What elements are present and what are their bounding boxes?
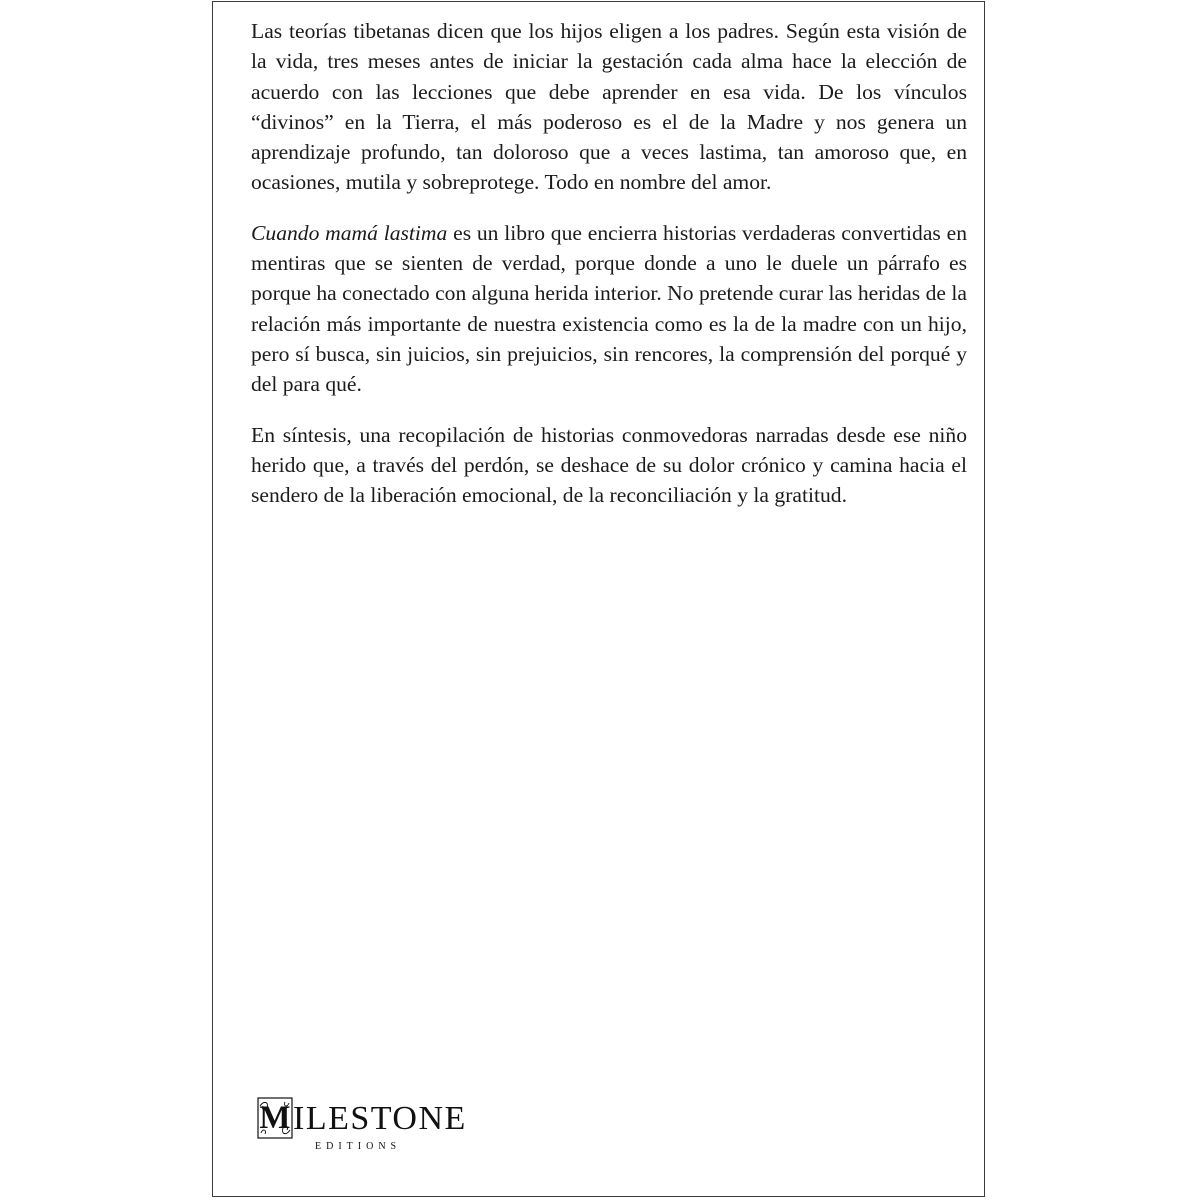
synopsis-paragraph-2 [251,218,967,400]
book-back-cover [212,1,985,1197]
logo-initial-letter: M [259,1100,291,1136]
publisher-logo [257,1097,497,1187]
publisher-subtitle: EDITIONS [315,1141,402,1152]
logo-initial-m-icon [257,1097,293,1139]
book-title-italic: Cuando mamá lastima [251,220,448,245]
publisher-name: ILESTONE [293,1100,467,1137]
synopsis-paragraph-3: En síntesis, una recopilación de historias conmovedoras narradas desde ese niño herido que, a través del perdón, se deshace de su dolor crónico y camina hacia el sendero de la liberación emocional, de la reconciliación y la gratitud. [251,422,967,508]
synopsis-paragraph-1: Las teorías tibetanas dicen que los hijos eligen a los padres. Según esta visión de la vida, tres meses antes de iniciar la gestación cada alma hace la elección de acuerdo con las lecciones que debe aprender en esa vida. De los vínculos “divinos” en la Tierra, el más poderoso es el de la Madre y nos genera un aprendizaje profundo, tan doloroso que a veces lastima, tan amoroso que, en ocasiones, mutila y sobreprotege. Todo en nombre del amor. [251,19,967,195]
synopsis-text [251,16,967,510]
synopsis-paragraph-2-text: es un libro que encierra historias verdaderas convertidas en mentiras que se sienten de verdad, porque donde a uno le duele un párrafo es porque ha conectado con alguna herida interior. No pretende curar las heridas de la relación más importante de nuestra existencia como es la de la madre con un hijo, pero sí busca, sin juicios, sin prejuicios, sin rencores, la comprensión del porqué y del para qué. [251,220,968,397]
